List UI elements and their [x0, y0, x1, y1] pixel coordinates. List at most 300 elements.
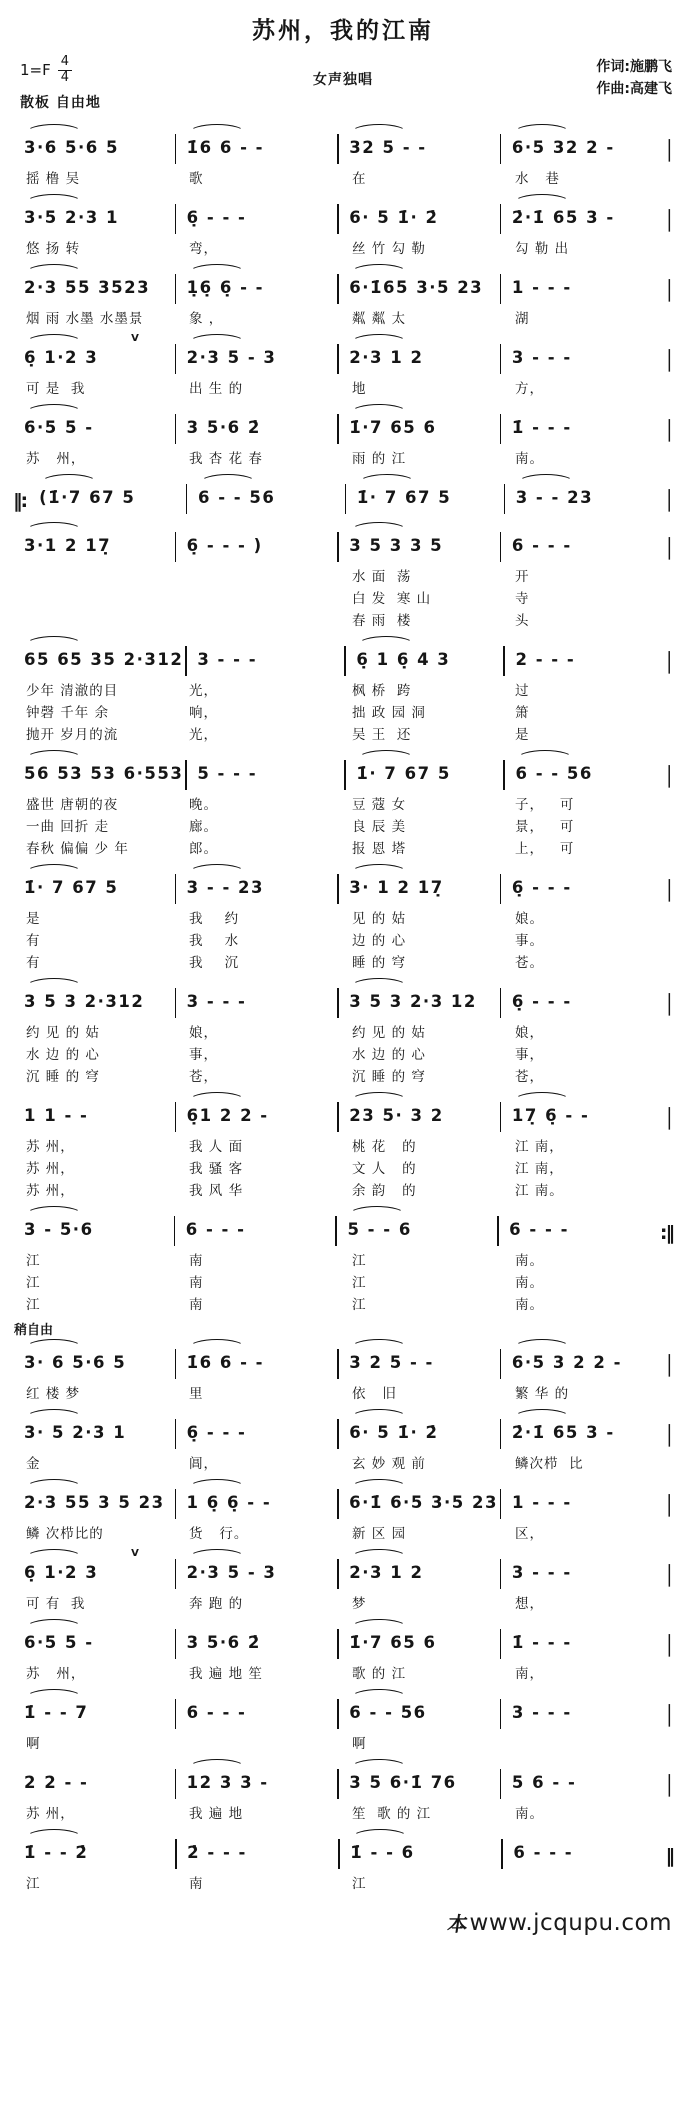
lyric-cell: [175, 563, 338, 585]
lyric-cell: 江 南，: [515, 1161, 564, 1177]
notes-row: [12, 1688, 674, 1730]
tempo-label: 稍自由: [14, 1323, 54, 1338]
lyric-cell: 我 人 面: [189, 1139, 244, 1155]
measure-notes: (1̇·7 67 5: [39, 488, 136, 507]
lyric-cell: 余 韵 的: [352, 1183, 417, 1199]
measure-notes: 3·1 2 17̣: [24, 536, 112, 555]
lyric-cell: 南。: [515, 451, 544, 467]
measure: [497, 1205, 659, 1247]
lyric-row: [12, 1133, 674, 1155]
score-system: [12, 1319, 674, 1402]
lyric-row: [12, 1800, 674, 1822]
score-system: [12, 1478, 674, 1542]
lyric-cell: 文 人 的: [352, 1161, 417, 1177]
site-logo-icon: 本: [445, 1912, 470, 1936]
measure: [504, 473, 663, 515]
notes-row: [12, 1338, 674, 1380]
slur-arc: [514, 1409, 570, 1426]
watermark-site-link[interactable]: www.jcqupu.com: [469, 1909, 672, 1936]
slur-arc: [200, 474, 256, 491]
measure: [175, 1688, 338, 1730]
lyric-cell: 沉 睡 的 穹: [26, 1069, 100, 1085]
measure: [337, 863, 500, 905]
lyric-cell: 光，: [189, 683, 218, 699]
slur-arc: [26, 1549, 82, 1566]
lyric-cell: 出 生 的: [189, 381, 244, 397]
bar-spacer: [664, 1800, 674, 1822]
lyric-cell: 苍，: [189, 1069, 218, 1085]
lyric-cell: 南: [189, 1275, 204, 1291]
measure-notes: 2·3 5 - 3: [186, 1563, 277, 1582]
measure: [500, 1478, 663, 1520]
measure-notes: 3 5 3 3 5: [349, 536, 444, 555]
measure-notes: 6 - - -: [511, 536, 572, 555]
measure-notes: 2 - - -: [515, 650, 576, 669]
measure: [12, 1478, 175, 1520]
measure-notes: 5 6 - -: [511, 1773, 577, 1792]
measure-notes: 1̇·7 65 6: [349, 418, 437, 437]
measure: [337, 1408, 500, 1450]
measure-notes: 6̣ 1 6̣ 4 3: [356, 650, 451, 669]
credits-block: [596, 57, 672, 100]
lyric-cell: 抛开 岁月的流: [26, 727, 119, 743]
slur-arc: [189, 864, 245, 881]
measure-notes: 2·3 5 - 3: [186, 348, 277, 367]
lyric-cell: [501, 1870, 664, 1892]
lyric-cell: 水 巷: [515, 171, 560, 187]
slur-arc: [41, 474, 97, 491]
lyric-row: [12, 375, 674, 397]
measure: [175, 263, 338, 305]
lyric-cell: 江: [352, 1876, 367, 1892]
measure-notes: 5 - - 6: [347, 1220, 412, 1239]
measure-notes: 3 5 3 2·312: [24, 992, 145, 1011]
lyric-cell: 水 面 荡: [352, 569, 412, 585]
slur-arc: [189, 334, 245, 351]
score-system: [12, 1548, 674, 1612]
measure-notes: 2·3 55 3523: [24, 278, 151, 297]
measure-notes: 3·6 5·6 5: [24, 138, 119, 157]
measure: [12, 1338, 175, 1380]
lyric-row: [12, 1177, 674, 1199]
score-system: [12, 333, 674, 397]
measure-notes: 17̣ 6̣ - -: [511, 1106, 590, 1125]
lyric-cell: 有: [26, 933, 41, 949]
notes-row: [12, 263, 674, 305]
end-barline: │: [663, 880, 674, 902]
measure-notes: 65 65 35 2·312: [24, 650, 184, 669]
lyric-cell: 区，: [515, 1526, 544, 1542]
lyric-cell: 边 的 心: [352, 933, 407, 949]
measure-notes: 56 53 53 6·553: [24, 764, 184, 783]
lyric-row: [12, 699, 674, 721]
lyric-row: [12, 585, 674, 607]
lyric-cell: 约 见 的 姑: [352, 1025, 426, 1041]
measure: [500, 1091, 663, 1133]
key-signature: 1=F: [20, 61, 51, 80]
measure-notes: 1̇ - - -: [511, 418, 572, 437]
lyric-row: [12, 1870, 674, 1892]
end-barline: │: [663, 1705, 674, 1727]
slur-arc: [189, 264, 245, 281]
lyric-cell: 睡 的 穹: [352, 955, 407, 971]
notes-row: [12, 1618, 674, 1660]
lyric-cell: 江 南，: [515, 1139, 564, 1155]
slur-arc: [351, 1549, 407, 1566]
measure: [27, 473, 186, 515]
lyric-cell: 在: [352, 171, 367, 187]
lyric-cell: 开: [515, 569, 530, 585]
lyric-row: [12, 1590, 674, 1612]
measure: [175, 1828, 338, 1870]
end-barline: │: [663, 994, 674, 1016]
slur-arc: [351, 1759, 407, 1776]
end-barline: │: [663, 538, 674, 560]
lyric-cell: 我 水: [189, 933, 240, 949]
measure-notes: 1 1 - -: [24, 1106, 89, 1125]
lyric-cell: 啊: [26, 1736, 41, 1752]
measure: [337, 193, 500, 235]
lyric-cell: 苏 州，: [26, 1806, 75, 1822]
measure: [500, 263, 663, 305]
key-time-block: [20, 55, 101, 112]
measure-notes: 2·3 1 2: [349, 348, 424, 367]
measure-notes: 1̇·7 65 6: [349, 1633, 437, 1652]
measure-notes: 3 5 6·1̇ 76: [349, 1773, 457, 1792]
lyric-cell: 玄 妙 观 前: [352, 1456, 426, 1472]
lyric-cell: 钟磬 千年 余: [26, 705, 110, 721]
lyric-cell: 江 南。: [515, 1183, 564, 1199]
measure-notes: 6 - - -: [185, 1220, 246, 1239]
lyric-cell: 我 杏 花 春: [189, 451, 263, 467]
measure: [175, 403, 338, 445]
lyric-cell: 可 是 我: [26, 381, 86, 397]
lyric-row: [12, 235, 674, 257]
score-system: [12, 123, 674, 187]
measure-notes: 6 - - 56: [197, 488, 276, 507]
slur-arc: [514, 1339, 570, 1356]
lyric-cell: 桃 花 的: [352, 1139, 417, 1155]
measure-notes: 3 - - -: [511, 348, 572, 367]
bar-spacer: [664, 927, 674, 949]
bar-spacer: [664, 699, 674, 721]
bar-spacer: [664, 1155, 674, 1177]
notes-row: [12, 403, 674, 445]
lyric-cell: 事，: [515, 1047, 544, 1063]
measure-notes: 2 2 - -: [24, 1773, 89, 1792]
lyric-cell: [501, 1730, 664, 1752]
measure-notes: 6· 5 1̇· 2̇: [349, 1423, 439, 1442]
measure: [344, 749, 503, 791]
lyric-cell: [175, 607, 338, 629]
measure: [337, 333, 500, 375]
lyric-cell: 是: [26, 911, 41, 927]
slur-arc: [26, 1479, 82, 1496]
measure-notes: 6·5 3 2 2 -: [511, 1353, 622, 1372]
measure: [175, 193, 338, 235]
measure: [500, 977, 663, 1019]
measure: [175, 863, 338, 905]
measure: [337, 263, 500, 305]
lyric-cell: 方，: [515, 381, 544, 397]
measure: [175, 977, 338, 1019]
time-signature-denominator: 4: [60, 69, 70, 85]
measure-notes: 6̣ - - - ): [186, 536, 263, 555]
bar-spacer: [664, 165, 674, 187]
notes-row: [12, 977, 674, 1019]
lyric-cell: 晚。: [189, 797, 218, 813]
bar-spacer: [664, 1730, 674, 1752]
measure-notes: 1 6̣ 6̣ - -: [186, 1493, 272, 1512]
end-barline: │: [663, 766, 673, 788]
notes-row: [12, 749, 674, 791]
measure: [500, 1618, 663, 1660]
measure: [338, 1828, 501, 1870]
measure: [500, 403, 663, 445]
lyric-cell: 头: [515, 613, 530, 629]
bar-spacer: [664, 305, 674, 327]
lyric-row: [12, 1063, 674, 1085]
lyric-cell: 丝 竹 勾 勒: [352, 241, 426, 257]
end-barline: │: [663, 420, 674, 442]
score-system: [12, 403, 674, 467]
slur-arc: [189, 1339, 245, 1356]
measure: [337, 1548, 500, 1590]
measure-notes: 3 5·6 2̇: [186, 1633, 261, 1652]
measure-notes: 1 - - -: [511, 1493, 572, 1512]
slur-arc: [351, 1339, 407, 1356]
measure: [12, 1828, 175, 1870]
lyric-cell: 我 风 华: [189, 1183, 244, 1199]
slur-arc: [26, 404, 82, 421]
lyric-cell: 盛世 唐朝的夜: [26, 797, 119, 813]
notes-row: [12, 193, 674, 235]
slur-arc: [26, 636, 82, 653]
lyric-cell: 响，: [189, 705, 218, 721]
end-barline: │: [663, 1425, 674, 1447]
slur-arc: [351, 1409, 407, 1426]
lyric-cell: 一曲 回折 走: [26, 819, 110, 835]
lyric-cell: 苍，: [515, 1069, 544, 1085]
measure-notes: 2·3 55 3 5 23: [24, 1493, 165, 1512]
bar-spacer: [664, 1177, 674, 1199]
lyric-row: [12, 1269, 674, 1291]
lyric-cell: 我 骚 客: [189, 1161, 244, 1177]
lyric-cell: 繁 华 的: [515, 1386, 570, 1402]
score-system: [12, 1688, 674, 1752]
bar-spacer: [664, 813, 674, 835]
breath-mark: V: [131, 333, 139, 344]
lyric-cell: [175, 585, 338, 607]
lyric-cell: 春 雨 楼: [352, 613, 412, 629]
lyric-cell: 廊。: [189, 819, 218, 835]
bar-spacer: [664, 1133, 674, 1155]
score-system: [12, 473, 674, 515]
score-system: [12, 977, 674, 1085]
notes-row: [12, 333, 674, 375]
measure: [500, 193, 663, 235]
lyric-cell: 箫: [515, 705, 530, 721]
lyric-cell: 货 行。: [189, 1526, 249, 1542]
end-barline: │: [663, 1775, 674, 1797]
lyric-cell: 春秋 偏偏 少 年: [26, 841, 129, 857]
measure: [12, 521, 175, 563]
measure: [337, 123, 500, 165]
measure: [500, 333, 663, 375]
bar-spacer: [664, 1520, 674, 1542]
slur-arc: [26, 750, 82, 767]
measure: [12, 1205, 174, 1247]
end-barline: │: [663, 350, 674, 372]
lyric-row: [12, 445, 674, 467]
slur-arc: [351, 522, 407, 539]
measure: [337, 1618, 500, 1660]
measure-notes: 1̣6̣ 6̣ - -: [186, 278, 265, 297]
lyric-cell: 白 发 寒 山: [352, 591, 432, 607]
lyric-cell: 事，: [189, 1047, 218, 1063]
measure: [175, 1478, 338, 1520]
measure: [337, 977, 500, 1019]
slur-arc: [351, 864, 407, 881]
lyric-cell: 苏 州，: [26, 1161, 75, 1177]
lyricist-credit: 作词:施鹏飞: [596, 59, 672, 75]
notes-row: [12, 863, 674, 905]
watermark: [12, 1898, 674, 1949]
lyric-row: [12, 563, 674, 585]
score-system: [12, 1618, 674, 1682]
lyric-cell: 水 边 的 心: [352, 1047, 426, 1063]
measure: [175, 1408, 338, 1450]
score-system: [12, 193, 674, 257]
lyric-cell: 奔 跑 的: [189, 1596, 244, 1612]
lyric-cell: 娘，: [189, 1025, 218, 1041]
lyric-cell: 南: [189, 1253, 204, 1269]
measure-notes: 1̇ - - -: [511, 1633, 572, 1652]
measure-notes: 6̣ 1·2 3: [24, 1563, 99, 1582]
score-system: [12, 635, 674, 743]
slur-arc: [26, 334, 82, 351]
bar-spacer: [664, 1041, 674, 1063]
measure: [12, 749, 185, 791]
measure: [175, 1618, 338, 1660]
measure: [501, 1828, 664, 1870]
slur-arc: [351, 264, 407, 281]
end-barline: │: [663, 1565, 674, 1587]
score-system: [12, 863, 674, 971]
measure: [500, 1338, 663, 1380]
lyric-cell: 娘。: [515, 911, 544, 927]
lyric-row: [12, 791, 674, 813]
lyric-cell: 子， 可: [515, 797, 575, 813]
end-barline: │: [663, 1355, 674, 1377]
measure-notes: 3 5 3 2·3 12: [349, 992, 477, 1011]
tempo-marking: 散板 自由地: [20, 94, 101, 111]
lyric-cell: 悠 扬 转: [26, 241, 81, 257]
slur-arc: [351, 978, 407, 995]
slur-arc: [518, 474, 574, 491]
bar-spacer: [664, 1063, 674, 1085]
end-barline: │: [663, 490, 673, 512]
slur-arc: [26, 194, 82, 211]
lyric-row: [12, 905, 674, 927]
measure-notes: 3·5 2·3 1: [24, 208, 119, 227]
lyric-cell: 地: [352, 381, 367, 397]
measure: [500, 1688, 663, 1730]
measure: [186, 473, 345, 515]
bar-spacer: [664, 1660, 674, 1682]
measure-notes: 1̇ - - 7: [24, 1703, 89, 1722]
measure: [503, 635, 662, 677]
lyric-cell: 有: [26, 955, 41, 971]
lyric-row: [12, 1019, 674, 1041]
bar-spacer: [664, 1870, 674, 1892]
score: [12, 123, 674, 1892]
measure-notes: 6·5 32 2 -: [511, 138, 615, 157]
slur-arc: [26, 978, 82, 995]
notes-row: [12, 1408, 674, 1450]
measure-notes: 1̇· 7 67 5: [356, 488, 452, 507]
notes-row: [12, 1478, 674, 1520]
measure-notes: 1̇6 6 - -: [186, 1353, 265, 1372]
time-signature: [58, 55, 72, 86]
measure-notes: 2̇·1̇ 65 3 -: [511, 208, 615, 227]
lyric-cell: 事。: [515, 933, 544, 949]
lyric-cell: 水 边 的 心: [26, 1047, 100, 1063]
measure-notes: 3· 5 2·3 1: [24, 1423, 127, 1442]
measure-notes: 3 2 5 - -: [349, 1353, 434, 1372]
slur-arc: [514, 124, 570, 141]
measure: [500, 1408, 663, 1450]
measure-notes: 2̇ - - -: [187, 1843, 247, 1862]
measure: [500, 1758, 663, 1800]
lyric-cell: 弯，: [189, 241, 218, 257]
lyric-row: [12, 835, 674, 857]
lyric-cell: 阊，: [189, 1456, 218, 1472]
measure: [12, 1548, 175, 1590]
end-barline: │: [663, 280, 674, 302]
measure-notes: 3· 6 5·6 5: [24, 1353, 127, 1372]
lyric-cell: 我 沉: [189, 955, 240, 971]
lyric-row: [12, 1247, 674, 1269]
lyric-cell: 苍。: [515, 955, 544, 971]
lyric-cell: 新 区 园: [352, 1526, 407, 1542]
end-barline: │: [663, 1495, 673, 1517]
lyric-cell: 江: [26, 1253, 41, 1269]
slur-arc: [351, 404, 407, 421]
lyric-row: [12, 1660, 674, 1682]
voice-type-label: 女声独唱: [313, 72, 373, 88]
measure: [12, 123, 175, 165]
lyric-cell: 娘，: [515, 1025, 544, 1041]
measure-notes: 6·5 5 -: [24, 1633, 94, 1652]
slur-arc: [189, 1549, 245, 1566]
score-header: [12, 55, 674, 121]
measure-notes: 6 - - 56: [515, 764, 593, 783]
score-system: [12, 1828, 674, 1892]
slur-arc: [26, 1689, 82, 1706]
slur-arc: [358, 750, 414, 767]
lyric-cell: 苏 州，: [26, 1139, 75, 1155]
measure-notes: 6 - - -: [513, 1843, 574, 1862]
score-system: [12, 521, 674, 629]
measure-notes: 3 - - -: [511, 1563, 572, 1582]
measure-notes: 1̇ - - 2̇: [24, 1843, 89, 1862]
measure: [175, 521, 338, 563]
lyric-row: [12, 721, 674, 743]
slur-arc: [26, 1619, 82, 1636]
measure: [12, 1758, 175, 1800]
end-barline: ‖: [665, 1845, 673, 1867]
